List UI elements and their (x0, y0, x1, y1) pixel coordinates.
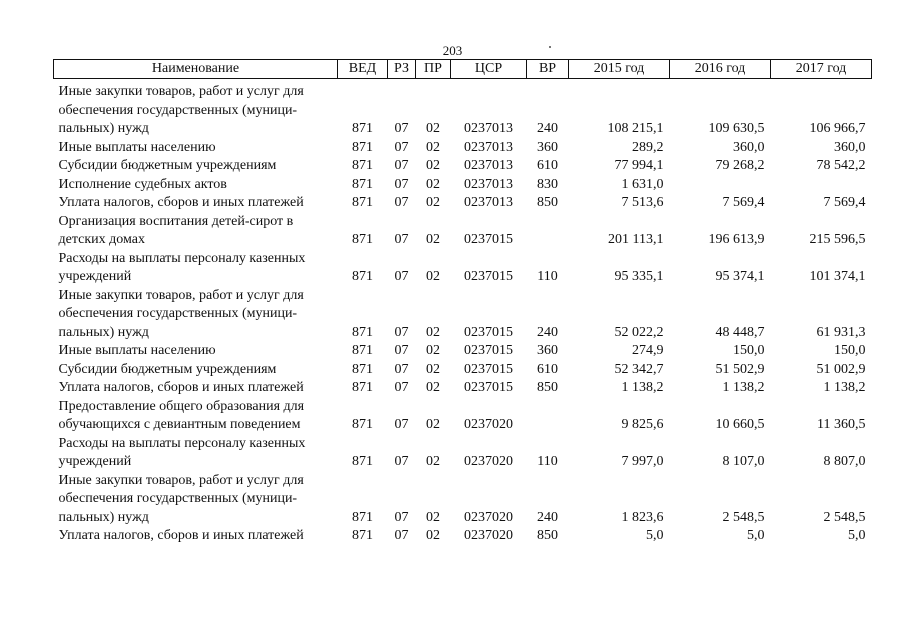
cell-csr: 0237020 (464, 417, 513, 432)
cell-vr (527, 213, 569, 250)
cell-name (54, 213, 338, 250)
cell-2016: 2 548,5 (722, 509, 765, 525)
cell-csr: 0237020 (464, 528, 513, 543)
cell-pr: 02 (426, 454, 440, 469)
cell-2016: 51 502,9 (715, 361, 765, 377)
cell-name-line: Расходы на выплаты персоналу казенных (58, 435, 306, 451)
cell-vr: 850 (537, 195, 558, 210)
cell-pr: 02 (426, 343, 440, 358)
cell-name (54, 398, 338, 435)
cell-name (54, 527, 338, 546)
cell-rz: 07 (394, 121, 409, 136)
cell-2017: 78 542,2 (816, 158, 866, 173)
cell-2015: 108 215,1 (607, 121, 664, 136)
cell-2015: 7 513,6 (621, 195, 664, 210)
cell-vr: 610 (537, 158, 558, 173)
table-row (54, 250, 872, 287)
cell-2015: 52 022,2 (614, 324, 664, 340)
cell-2015: 9 825,6 (621, 417, 664, 432)
cell-2015: 274,9 (632, 343, 664, 358)
cell-vr: 240 (537, 121, 558, 136)
cell-ved: 871 (352, 417, 373, 432)
cell-csr: 0237020 (464, 454, 513, 469)
table-row (54, 139, 872, 158)
header-csr: ЦСР (451, 60, 527, 79)
cell-rz: 07 (394, 509, 409, 525)
cell-name-line: обеспечения государственных (муници- (58, 491, 298, 506)
header-pr: ПР (416, 60, 451, 79)
cell-csr: 0237015 (464, 232, 513, 247)
cell-ved: 871 (352, 528, 373, 543)
cell-ved: 871 (352, 121, 373, 136)
budget-table (53, 59, 872, 546)
cell-2017: 51 002,9 (816, 361, 866, 377)
header-vr: ВР (527, 60, 569, 79)
cell-ved: 871 (352, 232, 373, 247)
cell-2016: 48 448,7 (715, 324, 765, 340)
cell-name-line: Субсидии бюджетным учреждениям (58, 361, 277, 377)
cell-name-line: Предоставление общего образования для (58, 398, 305, 414)
cell-name (54, 379, 338, 398)
page-number: 203 (442, 43, 463, 58)
cell-pr: 02 (426, 195, 440, 210)
table-row (54, 194, 872, 213)
cell-ved: 871 (352, 454, 373, 469)
cell-pr: 02 (426, 324, 440, 340)
cell-rz: 07 (394, 232, 409, 247)
cell-rz: 07 (394, 380, 409, 395)
cell-csr: 0237013 (464, 158, 513, 173)
table-row (54, 287, 872, 343)
cell-2015: 5,0 (646, 528, 664, 543)
cell-pr: 02 (426, 528, 440, 543)
cell-name-line: Уплата налогов, сборов и иных платежей (58, 195, 304, 210)
cell-name-line: обучающихся с девиантным поведением (58, 417, 301, 432)
cell-2017: 7 569,4 (823, 195, 866, 210)
cell-2015: 77 994,1 (614, 158, 664, 173)
cell-vr: 110 (537, 454, 558, 469)
cell-name-line: обеспечения государственных (муници- (58, 306, 298, 321)
cell-name (54, 157, 338, 176)
cell-name-line: Уплата налогов, сборов и иных платежей (58, 528, 304, 543)
cell-csr: 0237015 (464, 324, 513, 340)
cell-2017: 360,0 (834, 139, 866, 155)
cell-pr: 02 (426, 361, 440, 377)
header-rz: РЗ (388, 60, 416, 79)
cell-name-line: Иные закупки товаров, работ и услуг для (58, 84, 304, 99)
cell-name-line: Иные закупки товаров, работ и услуг для (58, 472, 304, 488)
cell-rz: 07 (394, 454, 409, 469)
cell-2015: 7 997,0 (621, 454, 664, 469)
cell-name-line: пальных) нужд (58, 121, 149, 136)
table-row (54, 398, 872, 435)
header-2017: 2017 год (771, 60, 872, 79)
table-row (54, 361, 872, 380)
cell-ved: 871 (352, 176, 373, 192)
cell-vr: 610 (537, 361, 558, 377)
cell-name (54, 361, 338, 380)
cell-vr: 360 (537, 343, 558, 358)
cell-vr: 240 (537, 509, 558, 525)
cell-2015: 95 335,1 (614, 269, 664, 284)
cell-pr: 02 (426, 269, 440, 284)
cell-rz: 07 (394, 343, 409, 358)
cell-2017: 61 931,3 (816, 324, 866, 340)
cell-ved: 871 (352, 380, 373, 395)
cell-2017: 106 966,7 (809, 121, 866, 136)
cell-2015: 1 631,0 (621, 176, 664, 192)
cell-2016: 109 630,5 (708, 121, 765, 136)
cell-2015: 201 113,1 (608, 232, 664, 247)
cell-name-line: Иные выплаты населению (58, 343, 216, 358)
cell-rz: 07 (394, 417, 409, 432)
cell-vr: 850 (537, 528, 558, 543)
cell-name-line: пальных) нужд (58, 324, 149, 340)
table-row (54, 213, 872, 250)
cell-ved: 871 (352, 139, 373, 155)
cell-2016: 196 613,9 (708, 232, 765, 247)
cell-vr: 850 (537, 380, 558, 395)
cell-ved: 871 (352, 324, 373, 340)
cell-csr: 0237020 (464, 509, 513, 525)
cell-vr: 360 (537, 139, 558, 155)
cell-name-line: учреждений (58, 454, 132, 469)
header-2015: 2015 год (569, 60, 670, 79)
cell-name-line: Субсидии бюджетным учреждениям (58, 158, 277, 173)
cell-name-line: Организация воспитания детей-сирот в (58, 213, 294, 229)
table-row (54, 342, 872, 361)
cell-name-line: Уплата налогов, сборов и иных платежей (58, 380, 304, 395)
cell-pr: 02 (426, 139, 440, 155)
cell-name-line: обеспечения государственных (муници- (58, 102, 298, 118)
cell-2015: 52 342,7 (614, 361, 664, 377)
table-row (54, 157, 872, 176)
cell-2017: 215 596,5 (809, 232, 866, 247)
cell-pr: 02 (426, 158, 440, 173)
table-body (54, 79, 872, 546)
cell-2016 (670, 176, 771, 195)
cell-2015: 1 823,6 (621, 509, 664, 525)
table-row (54, 472, 872, 528)
table-row (54, 176, 872, 195)
cell-name (54, 176, 338, 195)
cell-rz: 07 (394, 324, 409, 340)
cell-pr: 02 (426, 232, 440, 247)
cell-csr: 0237013 (464, 139, 513, 155)
cell-2017: 2 548,5 (823, 509, 866, 525)
cell-name-line: учреждений (58, 269, 132, 284)
cell-rz: 07 (394, 139, 409, 155)
cell-ved: 871 (352, 509, 373, 525)
cell-pr: 02 (426, 417, 440, 432)
cell-2016: 360,0 (733, 139, 765, 155)
cell-rz: 07 (394, 176, 409, 192)
table-row (54, 527, 872, 546)
cell-2016: 7 569,4 (722, 195, 765, 210)
scan-speck (549, 46, 551, 48)
cell-2017: 1 138,2 (823, 380, 866, 395)
cell-2017: 101 374,1 (809, 269, 866, 284)
cell-name (54, 194, 338, 213)
table-header-row (54, 60, 872, 79)
cell-2017 (771, 176, 872, 195)
cell-ved: 871 (352, 195, 373, 210)
cell-ved: 871 (352, 361, 373, 377)
cell-name (54, 435, 338, 472)
cell-pr: 02 (426, 380, 440, 395)
cell-name-line: Расходы на выплаты персоналу казенных (58, 250, 306, 266)
cell-name-line: детских домах (58, 232, 145, 247)
cell-ved: 871 (352, 269, 373, 284)
cell-rz: 07 (394, 269, 409, 284)
cell-2017: 11 360,5 (817, 417, 866, 432)
cell-vr (527, 398, 569, 435)
table-row (54, 435, 872, 472)
header-name: Наименование (54, 60, 338, 79)
cell-vr: 240 (537, 324, 558, 340)
table-row (54, 79, 872, 139)
cell-pr: 02 (426, 509, 440, 525)
cell-csr: 0237013 (464, 121, 513, 136)
cell-name (54, 139, 338, 158)
cell-name (54, 472, 338, 528)
cell-rz: 07 (394, 528, 409, 543)
cell-2017: 5,0 (848, 528, 866, 543)
cell-2016: 5,0 (747, 528, 765, 543)
cell-name (54, 287, 338, 343)
cell-csr: 0237015 (464, 343, 513, 358)
header-2016: 2016 год (670, 60, 771, 79)
cell-2016: 150,0 (733, 343, 765, 358)
cell-csr: 0237013 (464, 176, 513, 192)
table-row (54, 379, 872, 398)
cell-name (54, 342, 338, 361)
cell-2015: 1 138,2 (621, 380, 664, 395)
cell-2016: 1 138,2 (722, 380, 765, 395)
cell-csr: 0237015 (464, 361, 513, 377)
cell-2016: 79 268,2 (715, 158, 765, 173)
cell-rz: 07 (394, 195, 409, 210)
cell-name-line: пальных) нужд (58, 509, 149, 525)
cell-csr: 0237015 (464, 269, 513, 284)
cell-name-line: Исполнение судебных актов (58, 176, 227, 192)
cell-vr: 830 (537, 176, 558, 192)
cell-name-line: Иные выплаты населению (58, 139, 216, 155)
cell-2016: 10 660,5 (715, 417, 765, 432)
cell-2017: 150,0 (834, 343, 866, 358)
cell-2016: 8 107,0 (722, 454, 765, 469)
cell-2017: 8 807,0 (823, 454, 866, 469)
cell-name-line: Иные закупки товаров, работ и услуг для (58, 287, 304, 303)
cell-ved: 871 (352, 158, 373, 173)
cell-rz: 07 (394, 361, 409, 377)
cell-csr: 0237015 (464, 380, 513, 395)
cell-2015: 289,2 (632, 139, 664, 155)
cell-pr: 02 (426, 176, 440, 192)
cell-csr: 0237013 (464, 195, 513, 210)
header-ved: ВЕД (338, 60, 388, 79)
cell-rz: 07 (394, 158, 409, 173)
cell-name (54, 79, 338, 139)
cell-2016: 95 374,1 (715, 269, 765, 284)
cell-name (54, 250, 338, 287)
cell-vr: 110 (537, 269, 558, 284)
cell-pr: 02 (426, 121, 440, 136)
cell-ved: 871 (352, 343, 373, 358)
